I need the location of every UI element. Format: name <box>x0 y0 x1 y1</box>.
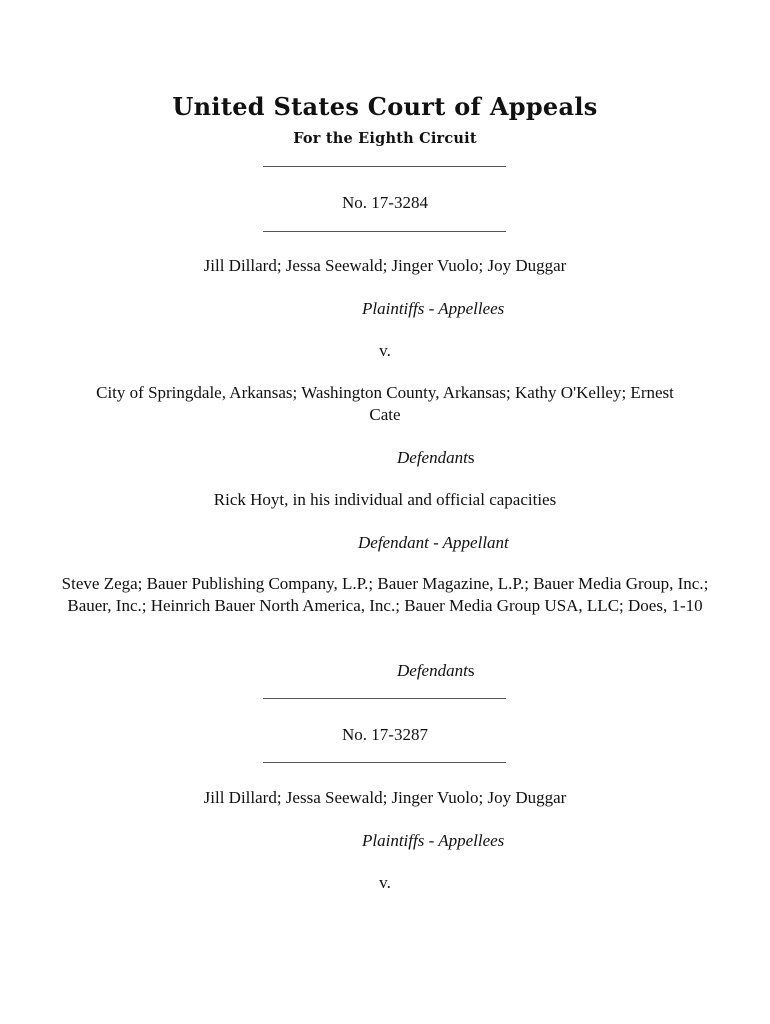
court-title: United States Court of Appeals <box>172 92 598 121</box>
party-role <box>358 532 509 553</box>
party-names: Jill Dillard; Jessa Seewald; Jinger Vuolo; Joy Duggar <box>203 788 567 807</box>
party-role <box>362 830 504 851</box>
party-role-label: Defendant <box>397 661 468 680</box>
party-role-suffix: s <box>467 661 475 680</box>
divider-rule <box>263 231 506 232</box>
party-names: Rick Hoyt, in his individual and official capacities <box>213 490 557 509</box>
divider-rule <box>263 762 506 763</box>
party-names: City of Springdale, Arkansas; Washington County, Arkansas; Kathy O'Kelley; Ernest Cate <box>96 383 674 424</box>
party-role-label: Defendant <box>397 448 468 467</box>
party-names: Steve Zega; Bauer Publishing Company, L.P.; Bauer Magazine, L.P.; Bauer Media Group, Inc.; Bauer, Inc.; Heinrich Bauer North America, Inc.; Bauer Media Group USA, LLC; Does, 1-10 <box>61 574 709 615</box>
party-role-label: Plaintiffs - Appellees <box>362 299 505 318</box>
party-names: Jill Dillard; Jessa Seewald; Jinger Vuolo; Joy Duggar <box>203 256 567 275</box>
case-number: No. 17-3287 <box>342 725 428 744</box>
party-role <box>397 447 474 468</box>
party-role <box>397 660 474 681</box>
case-number: No. 17-3284 <box>342 193 428 212</box>
party-role-label: Plaintiffs - Appellees <box>362 831 505 850</box>
party-role <box>362 298 504 319</box>
versus-label: v. <box>379 341 391 360</box>
court-subtitle: For the Eighth Circuit <box>293 130 477 147</box>
divider-rule <box>263 166 506 167</box>
party-role-suffix: s <box>467 448 475 467</box>
versus-label: v. <box>379 873 391 892</box>
party-role-label: Defendant - Appellant <box>358 533 509 552</box>
divider-rule <box>263 698 506 699</box>
